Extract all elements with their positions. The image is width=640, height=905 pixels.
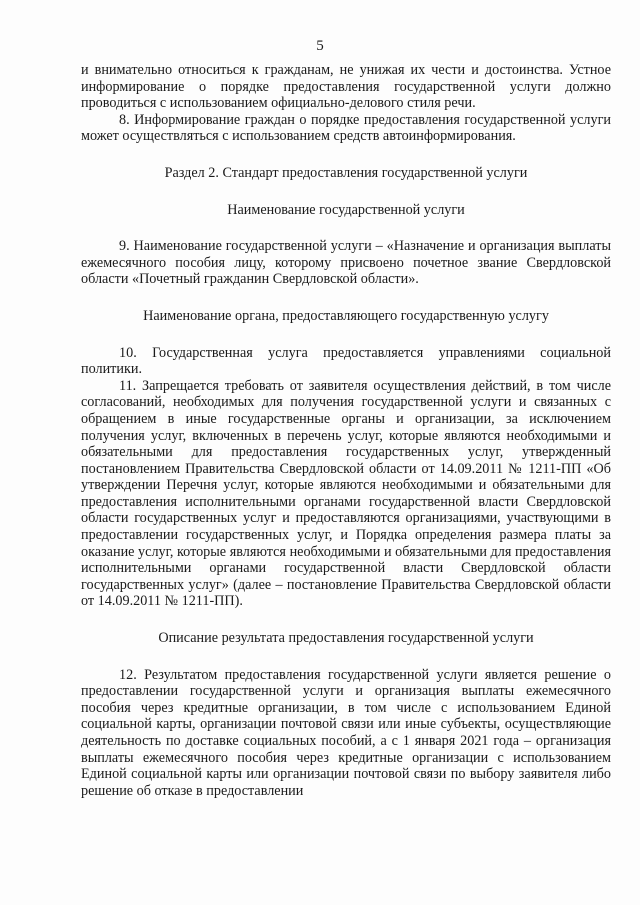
paragraph-12: 12. Результатом предоставления государственной услуги является решение о предоставлении государственной услуги и организация выплаты ежемесячного пособия через кредитные организации, в том числе с использованием Единой социальной карты, организации почтовой связи или иные субъекты, осуществляющие деятельность по доставке социальных пособий, а с 1 января 2021 года – организация выплаты ежемесячного пособия через кредитные организации с использованием Единой социальной карты или организации почтовой связи по выбору заявителя либо решение об отказе в предоставлении [81, 666, 611, 799]
paragraph-11: 11. Запрещается требовать от заявителя осуществления действий, в том числе согласований, необходимых для получения государственной услуги и связанных с обращением в иные государственные органы и организации, за исключением получения услуг, включенных в перечень услуг, которые являются необходимыми и обязательными для предоставления государственных услуг, утвержденный постановлением Правительства Свердловской области от 14.09.2011 № 1211-ПП «Об утверждении Перечня услуг, которые являются необходимыми и обязательными для предоставления исполнительными органами государственной власти Свердловской области государственных услуг и предоставляются организациями, участвующими в предоставлении государственных услуг, и Порядка определения размера платы за оказание услуг, которые являются необходимыми и обязательными для предоставления исполнительными органами государственной власти Свердловской области государственных услуг» (далее – постановление Правительства Свердловской области от 14.09.2011 № 1211-ПП). [81, 377, 611, 610]
section-heading: Раздел 2. Стандарт предоставления государственной услуги [164, 164, 528, 181]
subheading-organ: Наименование органа, предоставляющего государственную услугу [143, 307, 549, 324]
paragraph-8: 8. Информирование граждан о порядке предоставления государственной услуги может осуществляться с использованием средств автоинформирования. [81, 111, 611, 145]
document-body [81, 62, 611, 799]
paragraph-10: 10. Государственная услуга предоставляется управлениями социальной политики. [81, 344, 611, 378]
paragraph-9: 9. Наименование государственной услуги – «Назначение и организация выплаты ежемесячного пособия лицу, которому присвоено почетное звание Свердловской области «Почетный гражданин Свердловской области». [81, 238, 611, 288]
subheading-service-name: Наименование государственной услуги [227, 201, 465, 218]
page-number: 5 [316, 38, 324, 54]
paragraph-continuation: и внимательно относиться к гражданам, не унижая их чести и достоинства. Устное информирование о порядке предоставления государственной услуги должно проводиться с использованием официально-делового стиля речи. [81, 62, 611, 112]
subheading-result: Описание результата предоставления государственной услуги [158, 630, 534, 647]
